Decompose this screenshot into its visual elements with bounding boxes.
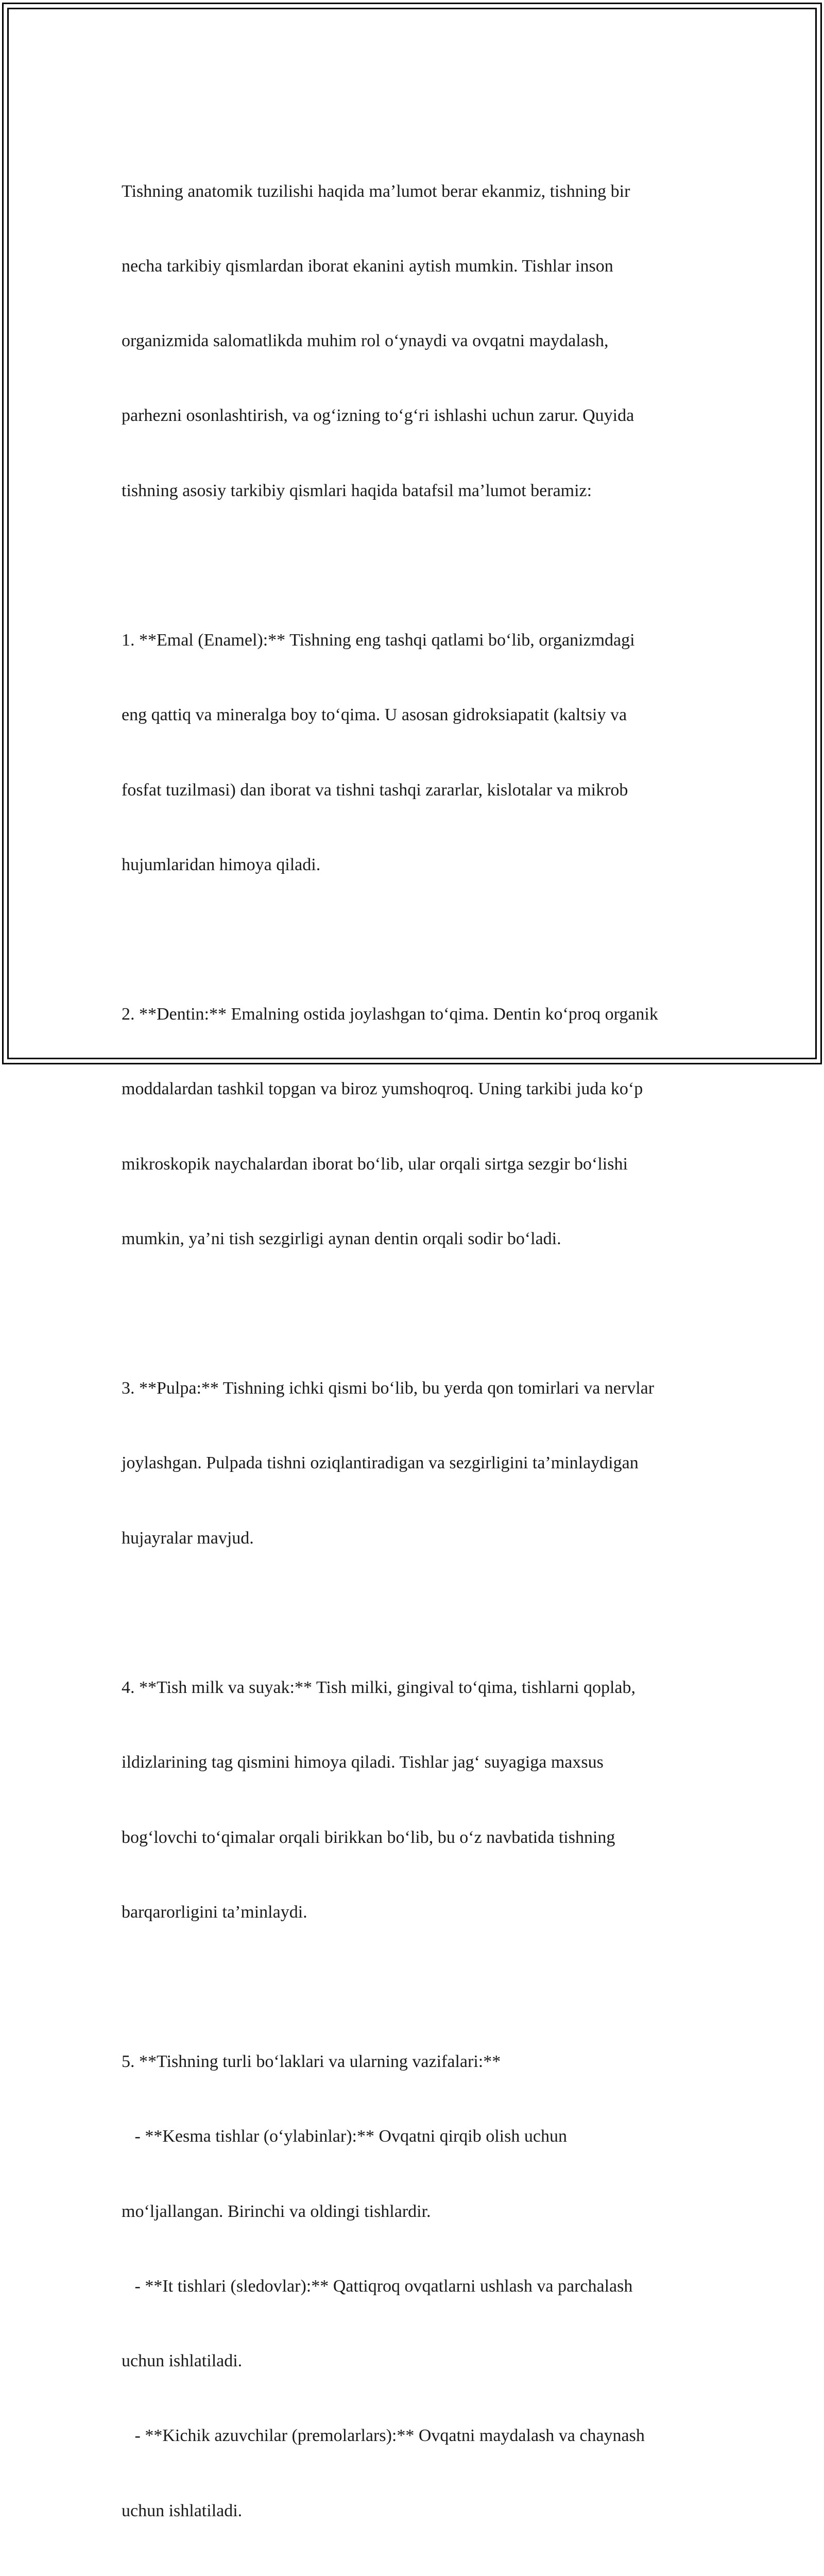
text-line: - **Kesma tishlar (o‘ylabinlar):** Ovqatni qirqib olish uchun (122, 2127, 567, 2146)
text-line: 5. **Tishning turli bo‘laklari va ularning vazifalari:** (122, 2052, 501, 2072)
paragraph-gap (122, 1301, 714, 1326)
text-line: fosfat tuzilmasi) dan iborat va tishni tashqi zararlar, kislotalar va mikrob (122, 780, 628, 800)
text-line: ildizlarining tag qismini himoya qiladi. Tishlar jag‘ suyagiga maxsus (122, 1753, 604, 1772)
text-line: uchun ishlatiladi. (122, 2351, 243, 2371)
text-line: eng qattiq va mineralga boy to‘qima. U asosan gidroksiapatit (kaltsiy va (122, 705, 627, 725)
text-line: hujumlaridan himoya qiladi. (122, 855, 321, 874)
paragraph-gap (122, 1601, 714, 1625)
text-line: moddalardan tashkil topgan va biroz yumshoqroq. Uning tarkibi juda ko‘p (122, 1079, 643, 1099)
text-line (122, 2573, 714, 2576)
text-line: necha tarkibiy qismlardan iborat ekanini aytish mumkin. Tishlar inson (122, 257, 613, 276)
text-line: barqarorligini ta’minlaydi. (122, 1902, 307, 1922)
text-line: mikroskopik naychalardan iborat bo‘lib, ular orqali sirtga sezgir bo‘lishi (122, 1154, 628, 1174)
paragraph-gap (122, 927, 714, 952)
document-body (122, 129, 714, 2576)
text-line: bog‘lovchi to‘qimalar orqali birikkan bo‘lib, bu o‘z navbatida tishning (122, 1827, 615, 1847)
text-line: 3. **Pulpa:** Tishning ichki qismi bo‘lib, bu yerda qon tomirlari va nervlar (122, 1379, 655, 1398)
text-line: Tishning anatomik tuzilishi haqida ma’lumot berar ekanmiz, tishning bir (122, 181, 630, 201)
text-line: 4. **Tish milk va suyak:** Tish milki, gingival to‘qima, tishlarni qoplab, (122, 1678, 636, 1698)
text-line: uchun ishlatiladi. (122, 2501, 243, 2520)
text-line: tishning asosiy tarkibiy qismlari haqida batafsil ma’lumot beramiz: (122, 481, 592, 500)
text-line: parhezni osonlashtirish, va og‘izning to‘g‘ri ishlashi uchun zarur. Quyida (122, 406, 634, 426)
text-line: - **It tishlari (sledovlar):** Qattiqroq ovqatlarni ushlash va parchalash (122, 2276, 633, 2296)
text-line: mumkin, ya’ni tish sezgirligi aynan dentin orqali sodir bo‘ladi. (122, 1229, 561, 1248)
text-line: - **Kichik azuvchilar (premolarlars):** Ovqatni maydalash va chaynash (122, 2426, 645, 2446)
paragraph-gap (122, 1975, 714, 1999)
text-line: 2. **Dentin:** Emalning ostida joylashgan to‘qima. Dentin ko‘proq organik (122, 1005, 658, 1024)
paragraph-gap (122, 553, 714, 578)
text-line: organizmida salomatlikda muhim rol o‘ynaydi va ovqatni maydalash, (122, 331, 609, 351)
text-line: 1. **Emal (Enamel):** Tishning eng tashqi qatlami bo‘lib, organizmdagi (122, 631, 635, 650)
text-line: mo‘ljallangan. Birinchi va oldingi tishlardir. (122, 2201, 431, 2221)
text-line: joylashgan. Pulpada tishni oziqlantiradigan va sezgirligini ta’minlaydigan (122, 1453, 639, 1473)
text-line: hujayralar mavjud. (122, 1528, 254, 1548)
